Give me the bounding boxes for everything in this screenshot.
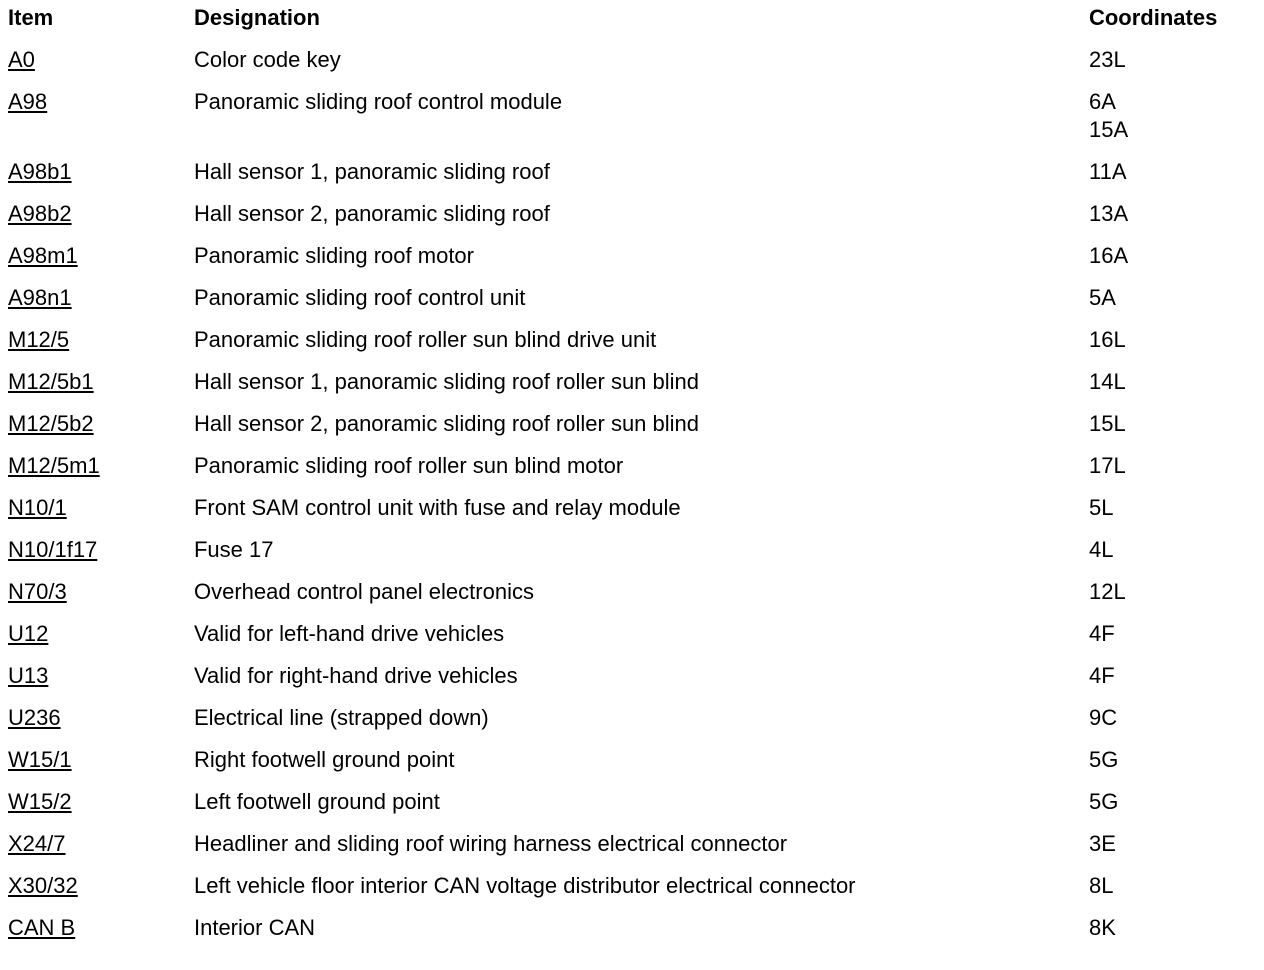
- coordinates-cell: [1089, 152, 1264, 194]
- table-row: [0, 698, 1264, 740]
- item-link[interactable]: M12/5b2: [8, 411, 94, 436]
- coordinates-cell: [1089, 194, 1264, 236]
- coordinate-value: 3E: [1088, 831, 1116, 856]
- coordinates-cell: [1089, 614, 1264, 656]
- designation-cell: Valid for right-hand drive vehicles: [193, 663, 518, 688]
- designation-cell: Hall sensor 1, panoramic sliding roof: [193, 159, 550, 184]
- item-cell: [0, 656, 194, 698]
- coordinate-value: 15A: [1088, 117, 1129, 142]
- coordinate-value: 9C: [1088, 705, 1118, 730]
- item-link[interactable]: A98n1: [8, 285, 72, 310]
- item-link[interactable]: M12/5b1: [8, 369, 94, 394]
- coordinates-cell: [1089, 698, 1264, 740]
- header-row: [0, 0, 1264, 40]
- designation-column-header: Designation: [193, 5, 320, 30]
- item-link[interactable]: W15/2: [8, 789, 72, 814]
- designation-cell: Panoramic sliding roof roller sun blind motor: [193, 453, 624, 478]
- coordinate-value: 5G: [1088, 789, 1119, 814]
- coordinate-value: 13A: [1088, 201, 1129, 226]
- coordinate-value: 23L: [1088, 47, 1126, 72]
- item-cell: [0, 152, 194, 194]
- coordinate-value: 11A: [1088, 159, 1127, 184]
- coordinates-column-header: Coordinates: [1088, 5, 1218, 30]
- table-row: [0, 236, 1264, 278]
- item-cell: [0, 320, 194, 362]
- table-row: [0, 824, 1264, 866]
- coordinate-value: 5L: [1088, 495, 1114, 520]
- coordinates-cell: [1089, 488, 1264, 530]
- item-link[interactable]: A98m1: [8, 243, 78, 268]
- table-row: [0, 530, 1264, 572]
- table-row: [0, 740, 1264, 782]
- designation-cell: Panoramic sliding roof roller sun blind drive unit: [193, 327, 657, 352]
- coordinates-cell: [1089, 236, 1264, 278]
- table-row: [0, 362, 1264, 404]
- designation-cell: Color code key: [193, 47, 341, 72]
- designation-cell: Interior CAN: [193, 915, 316, 940]
- table-row: [0, 656, 1264, 698]
- table-row: [0, 488, 1264, 530]
- item-link[interactable]: X24/7: [8, 831, 66, 856]
- item-cell: [0, 530, 194, 572]
- coordinate-value: 5A: [1088, 285, 1116, 310]
- item-cell: [0, 824, 194, 866]
- coordinates-cell: [1089, 404, 1264, 446]
- item-cell: [0, 194, 194, 236]
- coordinate-value: 8K: [1088, 915, 1116, 940]
- coordinates-cell: [1089, 908, 1264, 950]
- designation-cell: Panoramic sliding roof motor: [193, 243, 474, 268]
- coordinates-cell: [1089, 656, 1264, 698]
- coordinate-value: 14L: [1088, 369, 1126, 394]
- item-cell: [0, 572, 194, 614]
- table-row: [0, 908, 1264, 950]
- coordinates-cell: [1089, 740, 1264, 782]
- item-link[interactable]: N10/1: [8, 495, 67, 520]
- coordinate-value: 15L: [1088, 411, 1126, 436]
- designation-cell: Panoramic sliding roof control module: [193, 89, 563, 114]
- item-cell: [0, 488, 194, 530]
- coordinates-cell: [1089, 362, 1264, 404]
- table-row: [0, 152, 1264, 194]
- coordinate-value: 5G: [1088, 747, 1119, 772]
- designation-cell: Left vehicle floor interior CAN voltage distributor electrical connector: [193, 873, 856, 898]
- item-link[interactable]: N70/3: [8, 579, 67, 604]
- designation-cell: Panoramic sliding roof control unit: [193, 285, 526, 310]
- item-cell: [0, 82, 194, 152]
- item-column-header: Item: [8, 5, 54, 30]
- table-row: [0, 782, 1264, 824]
- item-cell: [0, 614, 194, 656]
- designation-cell: Overhead control panel electronics: [193, 579, 534, 604]
- table-row: [0, 572, 1264, 614]
- coordinate-value: 4F: [1088, 663, 1115, 688]
- coordinate-value: 16A: [1088, 243, 1129, 268]
- item-link[interactable]: A98b2: [8, 201, 72, 226]
- table-row: [0, 40, 1264, 82]
- item-link[interactable]: A98: [8, 89, 48, 114]
- coordinates-cell: [1089, 446, 1264, 488]
- coordinates-cell: [1089, 278, 1264, 320]
- table-row: [0, 194, 1264, 236]
- designation-cell: Fuse 17: [193, 537, 274, 562]
- coordinate-value: 6A: [1088, 89, 1116, 114]
- designation-cell: Left footwell ground point: [193, 789, 440, 814]
- table-row: [0, 82, 1264, 152]
- coordinates-cell: [1089, 782, 1264, 824]
- item-link[interactable]: X30/32: [8, 873, 78, 898]
- coordinate-value: 17L: [1088, 453, 1126, 478]
- item-link[interactable]: U13: [8, 663, 49, 688]
- coordinates-cell: [1089, 530, 1264, 572]
- table-row: [0, 320, 1264, 362]
- designation-cell: Hall sensor 2, panoramic sliding roof roller sun blind: [193, 411, 700, 436]
- coordinates-cell: [1089, 320, 1264, 362]
- table-row: [0, 446, 1264, 488]
- coordinate-value: 4L: [1088, 537, 1114, 562]
- coordinates-cell: [1089, 824, 1264, 866]
- item-link[interactable]: W15/1: [8, 747, 72, 772]
- legend-body: [0, 40, 1264, 950]
- designation-cell: Headliner and sliding roof wiring harness electrical connector: [193, 831, 788, 856]
- item-cell: [0, 278, 194, 320]
- item-cell: [0, 446, 194, 488]
- coordinate-value: 4F: [1088, 621, 1115, 646]
- item-link[interactable]: M12/5: [8, 327, 70, 352]
- coordinates-cell: [1089, 866, 1264, 908]
- table-row: [0, 614, 1264, 656]
- item-link[interactable]: U236: [8, 705, 61, 730]
- item-cell: [0, 740, 194, 782]
- item-cell: [0, 782, 194, 824]
- item-cell: [0, 362, 194, 404]
- designation-cell: Hall sensor 1, panoramic sliding roof roller sun blind: [193, 369, 700, 394]
- item-link[interactable]: M12/5m1: [8, 453, 100, 478]
- item-link[interactable]: A0: [8, 47, 35, 72]
- item-cell: [0, 236, 194, 278]
- coordinates-cell: [1089, 82, 1264, 152]
- item-link[interactable]: N10/1f17: [8, 537, 98, 562]
- designation-cell: Front SAM control unit with fuse and relay module: [193, 495, 681, 520]
- designation-cell: Right footwell ground point: [193, 747, 455, 772]
- designation-cell: Valid for left-hand drive vehicles: [193, 621, 505, 646]
- table-row: [0, 866, 1264, 908]
- table-row: [0, 278, 1264, 320]
- item-cell: [0, 698, 194, 740]
- designation-cell: Electrical line (strapped down): [193, 705, 489, 730]
- coordinate-value: 8L: [1088, 873, 1114, 898]
- item-link[interactable]: A98b1: [8, 159, 72, 184]
- coordinates-cell: [1089, 40, 1264, 82]
- item-cell: [0, 908, 194, 950]
- coordinate-value: 12L: [1088, 579, 1126, 604]
- item-cell: [0, 866, 194, 908]
- item-cell: [0, 40, 194, 82]
- item-cell: [0, 404, 194, 446]
- item-link[interactable]: U12: [8, 621, 49, 646]
- table-row: [0, 404, 1264, 446]
- designation-cell: Hall sensor 2, panoramic sliding roof: [193, 201, 550, 226]
- item-link[interactable]: CAN B: [8, 915, 76, 940]
- coordinate-value: 16L: [1088, 327, 1126, 352]
- coordinates-cell: [1089, 572, 1264, 614]
